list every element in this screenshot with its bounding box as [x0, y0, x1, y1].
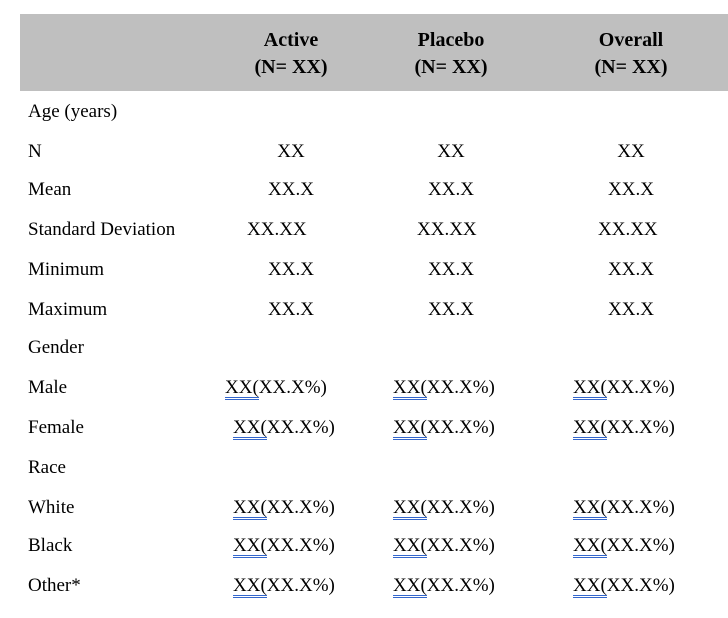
cell-value-rest: XX.X%) — [606, 377, 675, 398]
cell-value-rest: XX.X%) — [266, 575, 335, 596]
cell-value — [573, 535, 675, 558]
cell-value-rest: XX.X%) — [258, 377, 327, 398]
spellcheck-underlined-text: XX( — [573, 575, 607, 596]
cell-value — [233, 417, 335, 440]
cell-value — [233, 535, 335, 558]
column-header-placebo — [381, 27, 521, 81]
table-row — [0, 259, 728, 289]
column-header-active — [221, 27, 361, 81]
table-row — [0, 575, 728, 605]
cell-value: XX.XX — [247, 219, 307, 240]
cell-value — [393, 417, 495, 440]
column-title: Placebo — [417, 29, 485, 51]
row-label: Maximum — [28, 299, 108, 320]
section-heading-age — [0, 101, 728, 131]
spellcheck-underlined-text: XX( — [393, 377, 427, 398]
cell-value — [573, 575, 675, 598]
table-row — [0, 141, 728, 171]
cell-value: XX.X — [428, 179, 474, 200]
section-label: Race — [28, 457, 66, 478]
cell-value-rest: XX.X%) — [426, 417, 495, 438]
cell-value-rest: XX.X%) — [426, 377, 495, 398]
cell-value-rest: XX.X%) — [266, 497, 335, 518]
row-label: Male — [28, 377, 68, 398]
table-row — [0, 535, 728, 565]
cell-value: XX.X — [428, 299, 474, 320]
section-heading-gender — [0, 337, 728, 367]
spellcheck-underlined-text: XX( — [573, 535, 607, 556]
cell-value: XX.XX — [417, 219, 477, 240]
column-n: (N= XX) — [254, 56, 328, 78]
cell-value: XX.X — [268, 299, 314, 320]
table-row — [0, 377, 728, 407]
cell-value — [393, 377, 495, 400]
row-label: Minimum — [28, 259, 105, 280]
table-row — [0, 417, 728, 447]
section-label: Gender — [28, 337, 84, 358]
row-label: N — [28, 141, 42, 162]
cell-value-rest: XX.X%) — [266, 535, 335, 556]
cell-value — [233, 497, 335, 520]
spellcheck-underlined-text: XX( — [233, 497, 267, 518]
cell-value — [573, 377, 675, 400]
cell-value: XX.X — [268, 259, 314, 280]
cell-value — [393, 535, 495, 558]
row-label: Standard Deviation — [28, 219, 176, 240]
table-row — [0, 299, 728, 329]
spellcheck-underlined-text: XX( — [573, 497, 607, 518]
cell-value-rest: XX.X%) — [606, 575, 675, 596]
column-n: (N= XX) — [414, 56, 488, 78]
cell-value — [573, 497, 675, 520]
cell-value: XX.XX — [598, 219, 658, 240]
cell-value: XX — [277, 141, 305, 162]
cell-value: XX.X — [608, 259, 654, 280]
row-label: Other* — [28, 575, 81, 596]
spellcheck-underlined-text: XX( — [393, 497, 427, 518]
table-row — [0, 219, 728, 249]
cell-value-rest: XX.X%) — [426, 497, 495, 518]
spellcheck-underlined-text: XX( — [233, 535, 267, 556]
table-row — [0, 179, 728, 209]
cell-value: XX.X — [268, 179, 314, 200]
spellcheck-underlined-text: XX( — [393, 575, 427, 596]
row-label: White — [28, 497, 75, 518]
row-label: Black — [28, 535, 73, 556]
row-label: Female — [28, 417, 84, 438]
cell-value: XX — [617, 141, 645, 162]
section-heading-race — [0, 457, 728, 487]
spellcheck-underlined-text: XX( — [573, 417, 607, 438]
cell-value-rest: XX.X%) — [266, 417, 335, 438]
cell-value — [573, 417, 675, 440]
cell-value: XX — [437, 141, 465, 162]
row-label: Mean — [28, 179, 72, 200]
section-label: Age (years) — [28, 101, 118, 122]
cell-value — [225, 377, 327, 400]
column-title: Active — [263, 29, 319, 51]
spellcheck-underlined-text: XX( — [225, 377, 259, 398]
column-header-overall — [561, 27, 701, 81]
column-title: Overall — [598, 29, 664, 51]
spellcheck-underlined-text: XX( — [233, 575, 267, 596]
cell-value-rest: XX.X%) — [606, 535, 675, 556]
cell-value: XX.X — [428, 259, 474, 280]
cell-value-rest: XX.X%) — [606, 497, 675, 518]
cell-value: XX.X — [608, 299, 654, 320]
column-n: (N= XX) — [594, 56, 668, 78]
spellcheck-underlined-text: XX( — [393, 417, 427, 438]
table-row — [0, 497, 728, 527]
cell-value-rest: XX.X%) — [606, 417, 675, 438]
cell-value-rest: XX.X%) — [426, 575, 495, 596]
spellcheck-underlined-text: XX( — [573, 377, 607, 398]
cell-value: XX.X — [608, 179, 654, 200]
cell-value-rest: XX.X%) — [426, 535, 495, 556]
table-header — [20, 14, 728, 91]
cell-value — [393, 575, 495, 598]
cell-value — [233, 575, 335, 598]
spellcheck-underlined-text: XX( — [393, 535, 427, 556]
cell-value — [393, 497, 495, 520]
spellcheck-underlined-text: XX( — [233, 417, 267, 438]
